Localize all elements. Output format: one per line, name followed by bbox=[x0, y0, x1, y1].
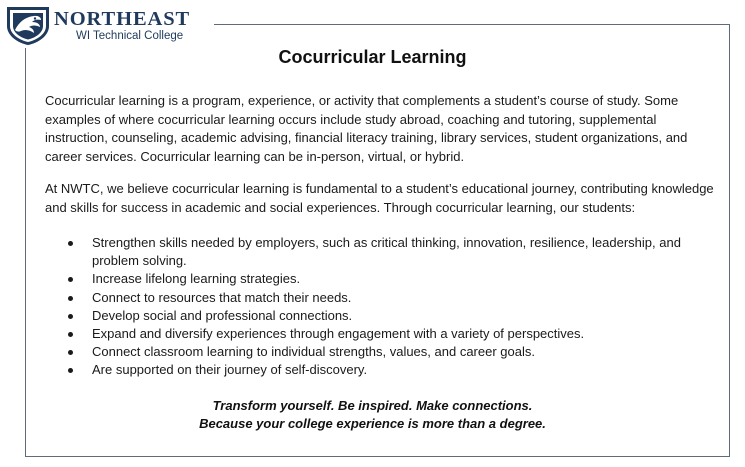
tagline-line-2: Because your college experience is more than a degree. bbox=[199, 416, 546, 431]
tagline-line-1: Transform yourself. Be inspired. Make connections. bbox=[212, 398, 533, 413]
list-item bbox=[45, 289, 717, 307]
list-item bbox=[45, 234, 717, 270]
list-item bbox=[45, 343, 717, 361]
bullet-icon bbox=[68, 241, 73, 246]
logo-subtitle: WI Technical College bbox=[76, 30, 184, 42]
college-logo bbox=[4, 4, 214, 46]
list-item-text: Connect classroom learning to individual strengths, values, and career goals. bbox=[92, 344, 535, 360]
list-item-text: Develop social and professional connections. bbox=[92, 307, 353, 323]
eagle-shield-icon bbox=[4, 4, 52, 46]
list-item bbox=[45, 270, 717, 288]
list-item bbox=[45, 361, 717, 379]
list-item bbox=[45, 325, 717, 343]
logo-wordmark: NORTHEAST bbox=[54, 8, 191, 30]
intro-paragraph: Cocurricular learning is a program, experience, or activity that complements a student’s course of study. Some examples of where cocurricular learning occurs include study abroad, coaching and tutoring, supplemental instruction, counseling, academic advising, financial literacy training, library services, student organizations, and career services. Cocurricular learning can be in-person, virtual, or hybrid. bbox=[45, 93, 688, 164]
list-item-text: Expand and diversify experiences through engagement with a variety of perspectives. bbox=[92, 326, 585, 342]
bullet-icon bbox=[68, 314, 73, 319]
nwtc-paragraph: At NWTC, we believe cocurricular learning is fundamental to a student’s educational journey, contributing knowledge and skills for success in academic and social experiences. Through cocurricular learning, our students: bbox=[45, 181, 714, 215]
list-item-text: Strengthen skills needed by employers, such as critical thinking, innovation, resilience, leadership, and problem solving. bbox=[92, 235, 681, 269]
bullet-icon bbox=[68, 368, 73, 373]
bullet-icon bbox=[68, 277, 73, 282]
bullet-icon bbox=[68, 350, 73, 355]
outcomes-list bbox=[45, 234, 717, 380]
list-item-text: Are supported on their journey of self-discovery. bbox=[92, 362, 368, 378]
list-item-text: Increase lifelong learning strategies. bbox=[92, 271, 301, 287]
page-title: Cocurricular Learning bbox=[278, 47, 467, 67]
list-item-text: Connect to resources that match their needs. bbox=[92, 289, 352, 305]
bullet-icon bbox=[68, 332, 73, 337]
logo-area bbox=[0, 0, 214, 48]
list-item bbox=[45, 307, 717, 325]
bullet-icon bbox=[68, 296, 73, 301]
